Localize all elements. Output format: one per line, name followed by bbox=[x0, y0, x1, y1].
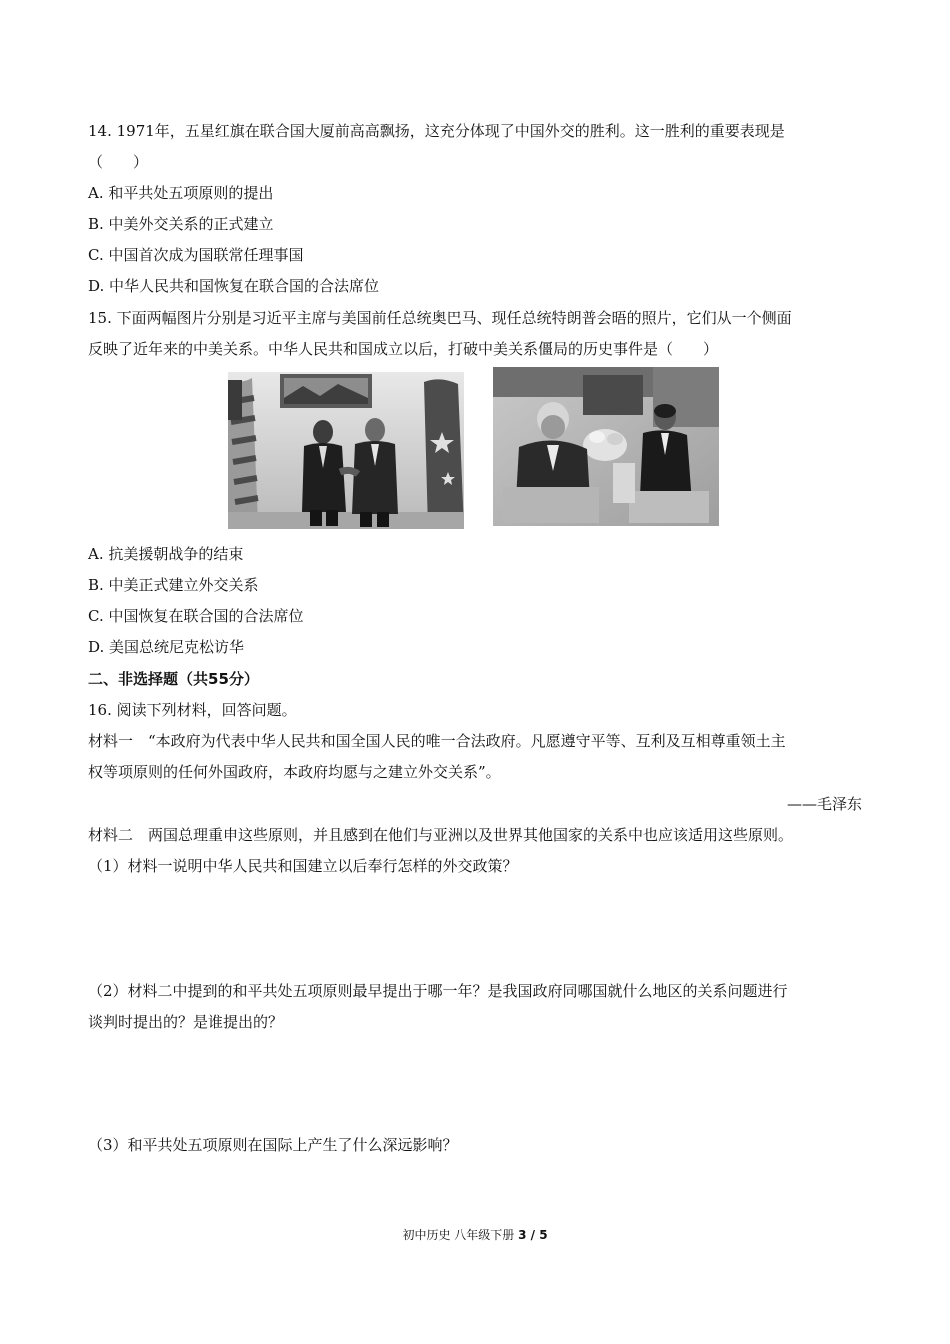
q15-option-a: A. 抗美援朝战争的结束 bbox=[88, 545, 244, 563]
photo-xi-obama-image bbox=[228, 372, 464, 529]
q15-option-d: D. 美国总统尼克松访华 bbox=[88, 638, 245, 656]
q16-sub3: （3）和平共处五项原则在国际上产生了什么深远影响？ bbox=[88, 1136, 458, 1154]
q14-stem-line2: （ ） bbox=[88, 153, 149, 171]
q14-option-c: C. 中国首次成为国联常任理事国 bbox=[88, 246, 304, 264]
q16-material1-source: ——毛泽东 bbox=[786, 795, 862, 813]
section2-title: 二、非选择题（共55分） bbox=[88, 670, 259, 688]
q14-option-b: B. 中美外交关系的正式建立 bbox=[88, 215, 274, 233]
q16-material1-line2: 权等项原则的任何外国政府，本政府均愿与之建立外交关系”。 bbox=[88, 763, 501, 781]
q14-option-d: D. 中华人民共和国恢复在联合国的合法席位 bbox=[88, 277, 380, 295]
q16-material1-line1: 材料一 “本政府为代表中华人民共和国全国人民的唯一合法政府。凡愿遵守平等、互利及互相尊重领土主 bbox=[88, 732, 786, 750]
q14-option-a: A. 和平共处五项原则的提出 bbox=[88, 184, 274, 202]
q15-option-c: C. 中国恢复在联合国的合法席位 bbox=[88, 607, 304, 625]
q16-sub2-line1: （2）材料二中提到的和平共处五项原则最早提出于哪一年？是我国政府同哪国就什么地区的关系问题进行 bbox=[88, 982, 788, 1000]
q14-stem-line1: 14. 1971年，五星红旗在联合国大厦前高高飘扬，这充分体现了中国外交的胜利。这一胜利的重要表现是 bbox=[88, 122, 785, 140]
footer-page-number: 3 / 5 bbox=[518, 1228, 548, 1242]
q16-sub2-line2: 谈判时提出的？是谁提出的？ bbox=[88, 1013, 284, 1031]
q16-material2: 材料二 两国总理重申这些原则，并且感到在他们与亚洲以及世界其他国家的关系中也应该适用这些原则。 bbox=[88, 826, 794, 844]
q15-stem-line1: 15. 下面两幅图片分别是习近平主席与美国前任总统奥巴马、现任总统特朗普会晤的照片，它们从一个侧面 bbox=[88, 309, 792, 327]
q16-stem: 16. 阅读下列材料，回答问题。 bbox=[88, 701, 297, 719]
q16-sub1: （1）材料一说明中华人民共和国建立以后奉行怎样的外交政策？ bbox=[88, 857, 518, 875]
q15-option-b: B. 中美正式建立外交关系 bbox=[88, 576, 259, 594]
q15-stem-line2: 反映了近年来的中美关系。中华人民共和国成立以后，打破中美关系僵局的历史事件是（ ） bbox=[88, 340, 719, 358]
page-footer bbox=[0, 1227, 950, 1243]
footer-label: 初中历史 八年级下册 bbox=[402, 1228, 515, 1242]
photo-xi-trump-image bbox=[493, 367, 719, 526]
photo-xi-trump bbox=[493, 367, 719, 526]
photo-xi-obama bbox=[228, 372, 464, 529]
